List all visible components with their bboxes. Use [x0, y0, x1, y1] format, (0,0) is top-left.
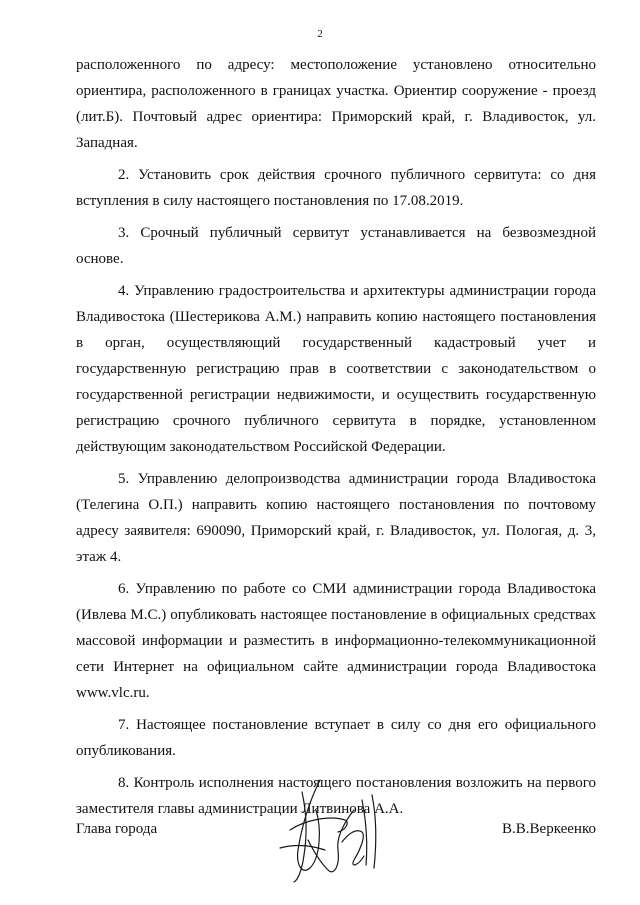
- paragraph-item-8: 8. Контроль исполнения настоящего постановления возложить на первого заместителя главы администрации Литвинова А.А.: [76, 775, 596, 817]
- paragraph-item-5: 5. Управлению делопроизводства администрации города Владивостока (Телегина О.П.) направить копию настоящего постановления по почтовому адресу заявителя: 690090, Приморский край, г. Владивосток, ул. Пологая, д. 3, этаж 4.: [76, 471, 596, 565]
- paragraph-item-2: 2. Установить срок действия срочного публичного сервитута: со дня вступления в силу настоящего постановления по 17.08.2019.: [76, 167, 596, 209]
- signature-block: [76, 818, 596, 840]
- paragraph-item-3: 3. Срочный публичный сервитут устанавливается на безвозмездной основе.: [76, 225, 596, 267]
- paragraph-item-6: 6. Управлению по работе со СМИ администрации города Владивостока (Ивлева М.С.) опубликовать настоящее постановление в официальных средствах массовой информации и разместить в информационно-телекоммуникационной сети Интернет на официальном сайте администрации города Владивостока www.vlc.ru.: [76, 581, 596, 701]
- paragraph-item-4: 4. Управлению градостроительства и архитектуры администрации города Владивостока (Шестерикова А.М.) направить копию настоящего постановления в орган, осуществляющий государственный кадастровый учет и государственную регистрацию прав в соответствии с законодательством о государственной регистрации недвижимости, и осуществить государственную регистрацию срочного публичного сервитута в порядке, установленном действующим законодательством Российской Федерации.: [76, 283, 596, 455]
- signatory-name: В.В.Веркеенко: [502, 821, 596, 837]
- page-number: 2: [317, 28, 323, 40]
- document-body: [76, 52, 596, 828]
- paragraph-item-7: 7. Настоящее постановление вступает в силу со дня его официального опубликования.: [76, 717, 596, 759]
- paragraph-continuation: расположенного по адресу: местоположение установлено относительно ориентира, расположенного в границах участка. Ориентир сооружение - проезд (лит.Б). Почтовый адрес ориентира: Приморский край, г. Владивосток, ул. Западная.: [76, 57, 596, 151]
- signatory-title: Глава города: [76, 821, 158, 837]
